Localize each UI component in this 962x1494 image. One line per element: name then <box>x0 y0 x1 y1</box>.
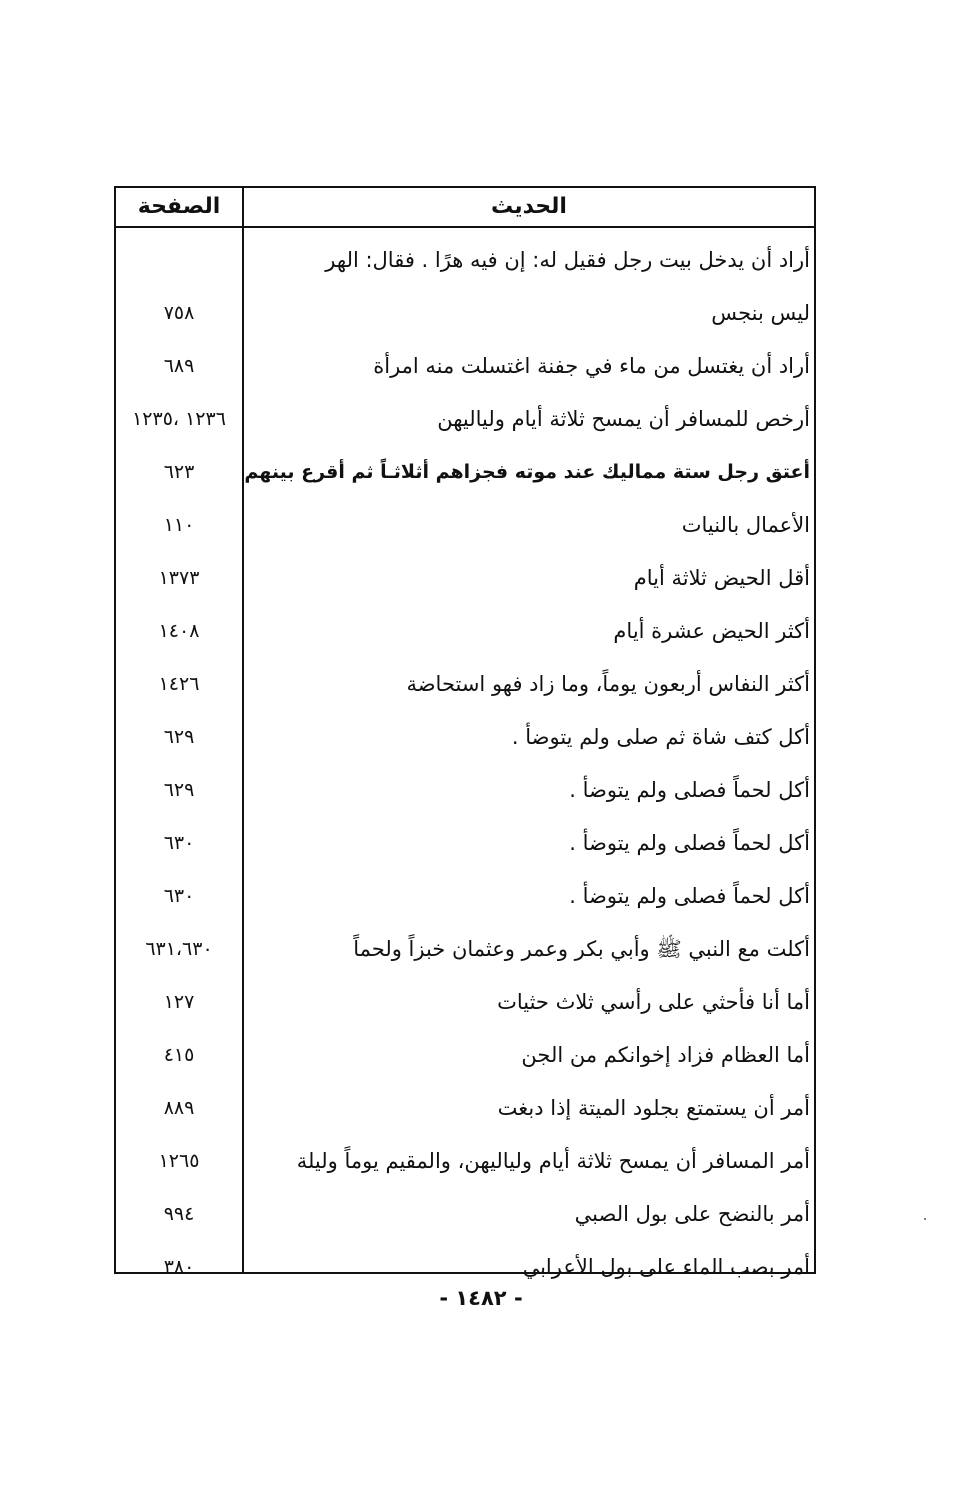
hadith-text: أمر المسافر أن يمسح ثلاثة أيام ولياليهن، والمقيم يوماً وليلة <box>296 1149 810 1173</box>
page-reference: ١٢٧ <box>163 991 195 1013</box>
page-reference: ٦٨٩ <box>163 355 195 377</box>
table-row <box>116 817 814 870</box>
hadith-text: أقل الحيض ثلاثة أيام <box>633 566 810 590</box>
header-page: الصفحة <box>137 194 221 219</box>
page-reference: ٦٣٠ <box>163 885 195 907</box>
hadith-text: أكلت مع النبي ﷺ وأبي بكر وعمر وعثمان خبزاً ولحماً <box>353 937 810 961</box>
table-row <box>116 340 814 393</box>
page-reference: ٧٥٨ <box>163 302 195 324</box>
hadith-text: أعتق رجل ستة مماليك عند موته فجزاهم أثلاثـاً ثم أقرع بينهم <box>244 461 810 483</box>
hadith-text: ليس بنجس <box>711 301 810 325</box>
hadith-text: أراد أن يغتسل من ماء في جفنة اغتسلت منه امرأة <box>373 354 810 378</box>
table-row <box>116 393 814 446</box>
table-row <box>116 1029 814 1082</box>
hadith-text: أما أنا فأحثي على رأسي ثلاث حثيات <box>497 990 810 1014</box>
table-row <box>116 605 814 658</box>
scan-speck <box>924 1218 926 1220</box>
table-row <box>116 923 814 976</box>
page-reference: ١٣٧٣ <box>158 567 200 589</box>
table-row <box>116 658 814 711</box>
table-row <box>116 287 814 340</box>
page-reference: ٤١٥ <box>163 1044 195 1066</box>
page-reference: ١١٠ <box>163 514 195 536</box>
hadith-text: أكل لحماً فصلى ولم يتوضأ . <box>569 884 810 908</box>
page-reference: ٦٣١،٦٣٠ <box>145 938 213 960</box>
hadith-text: أكل كتف شاة ثم صلى ولم يتوضأ . <box>511 725 810 749</box>
page-reference: ١٤٢٦ <box>158 673 200 695</box>
table-row <box>116 499 814 552</box>
page-reference <box>118 234 240 287</box>
table-row <box>116 711 814 764</box>
hadith-text: أكثر النفاس أربعون يوماً، وما زاد فهو استحاضة <box>406 672 810 696</box>
hadith-text: أكثر الحيض عشرة أيام <box>613 619 810 643</box>
hadith-index-table <box>114 186 816 1279</box>
table-row <box>116 764 814 817</box>
header-hadith: الحديث <box>491 194 567 219</box>
hadith-text: أكل لحماً فصلى ولم يتوضأ . <box>569 831 810 855</box>
hadith-text: أمر أن يستمتع بجلود الميتة إذا دبغت <box>497 1096 810 1120</box>
page-reference: ٣٨٠ <box>163 1256 195 1278</box>
table-body <box>116 234 814 1294</box>
hadith-text: أمر بالنضح على بول الصبي <box>574 1202 810 1226</box>
page-reference: ٨٨٩ <box>163 1097 195 1119</box>
page-reference: ١٤٠٨ <box>158 620 200 642</box>
page-reference: ١٢٣٦ ،١٢٣٥ <box>132 408 226 430</box>
hadith-text: الأعمال بالنيات <box>681 513 810 537</box>
table-row <box>116 1135 814 1188</box>
hadith-text: أكل لحماً فصلى ولم يتوضأ . <box>569 778 810 802</box>
table-row <box>116 234 814 287</box>
table-row <box>116 976 814 1029</box>
page-reference: ٩٩٤ <box>163 1203 195 1225</box>
table-row <box>116 1082 814 1135</box>
page-reference: ٦٣٠ <box>163 832 195 854</box>
table-row <box>116 870 814 923</box>
page-reference: ٦٢٩ <box>163 779 195 801</box>
hadith-text: أراد أن يدخل بيت رجل فقيل له: إن فيه هرًا . فقال: الهر <box>325 248 810 272</box>
table-row <box>116 446 814 499</box>
table-row <box>116 552 814 605</box>
page-reference: ٦٢٩ <box>163 726 195 748</box>
page-number: - ١٤٨٢ - <box>439 1286 523 1310</box>
header-divider <box>116 226 814 228</box>
page-reference: ١٢٦٥ <box>158 1150 200 1172</box>
hadith-text: أمر بصب الماء على بول الأعرابي <box>522 1255 810 1279</box>
page-reference: ٦٢٣ <box>163 461 195 483</box>
table-row <box>116 1188 814 1241</box>
hadith-text: أما العظام فزاد إخوانكم من الجن <box>521 1043 810 1067</box>
hadith-text: أرخص للمسافر أن يمسح ثلاثة أيام ولياليهن <box>437 407 810 431</box>
